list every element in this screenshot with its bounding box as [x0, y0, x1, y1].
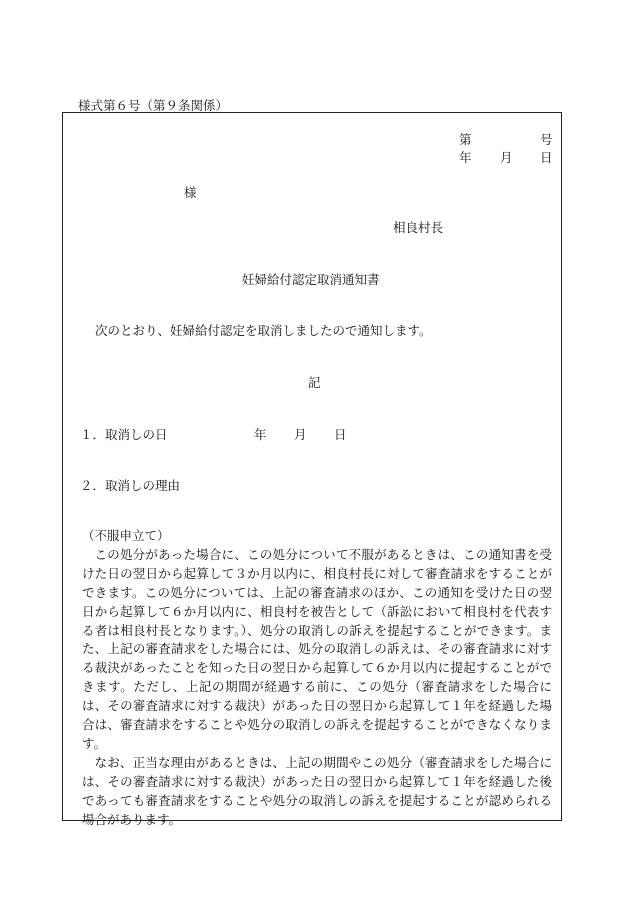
appeal-notice: [82, 527, 552, 830]
appeal-paragraph-2: なお、正当な理由があるときは、上記の期間やこの処分（審査請求をした場合には、その審査請求に対する裁決）があった日の翌日から起算して１年を経過した後であっても審査請求をすることや処分の取消しの訴えを提起することが認められる場合があります。: [82, 754, 552, 827]
document-title: 妊婦給付認定取消通知書: [242, 272, 380, 287]
form-number: 様式第６号（第９条関係）: [78, 98, 229, 113]
appeal-paragraph-1: この処分があった場合に、この処分について不服があるときは、この通知書を受けた日の翌日から起算して３か月以内に、相良村長に対して審査請求をすることができます。この処分については、上記の審査請求のほか、この通知を受けた日の翌日から起算して６か月以内に、相良村を被告として（訴訟において相良村を代表する者は相良村長となります。）、処分の取消しの訴えを提起することができます。また、上記の審査請求をした場合には、処分の取消しの訴えは、その審査請求に対する裁決があったことを知った日の翌日から起算して６か月以内に提起することができます。ただし、上記の期間が経過する前に、この処分（審査請求をした場合には、その審査請求に対する裁決）があった日の翌日から起算して１年を経過した場合は、審査請求をすることや処分の取消しの訴えを提起することができなくなります。: [82, 546, 552, 751]
date-day-label: 日: [540, 150, 553, 165]
date-year-label: 年: [459, 150, 472, 165]
addressee-honorific: 様: [184, 185, 197, 200]
item-1-year: 年: [254, 427, 267, 442]
ki-label: 記: [308, 375, 321, 390]
doc-number-suffix: 号: [540, 132, 553, 147]
item-1-label: １．取消しの日: [80, 427, 168, 442]
intro-text: 次のとおり、妊婦給付認定を取消しましたので通知します。: [95, 323, 432, 338]
doc-number-prefix: 第: [459, 132, 472, 147]
appeal-heading: （不服申立て）: [82, 528, 170, 543]
item-1-month: 月: [294, 427, 307, 442]
issuer-name: 相良村長: [393, 220, 444, 235]
item-2-label: ２．取消しの理由: [80, 478, 181, 493]
date-month-label: 月: [500, 150, 513, 165]
item-1-day: 日: [334, 427, 347, 442]
